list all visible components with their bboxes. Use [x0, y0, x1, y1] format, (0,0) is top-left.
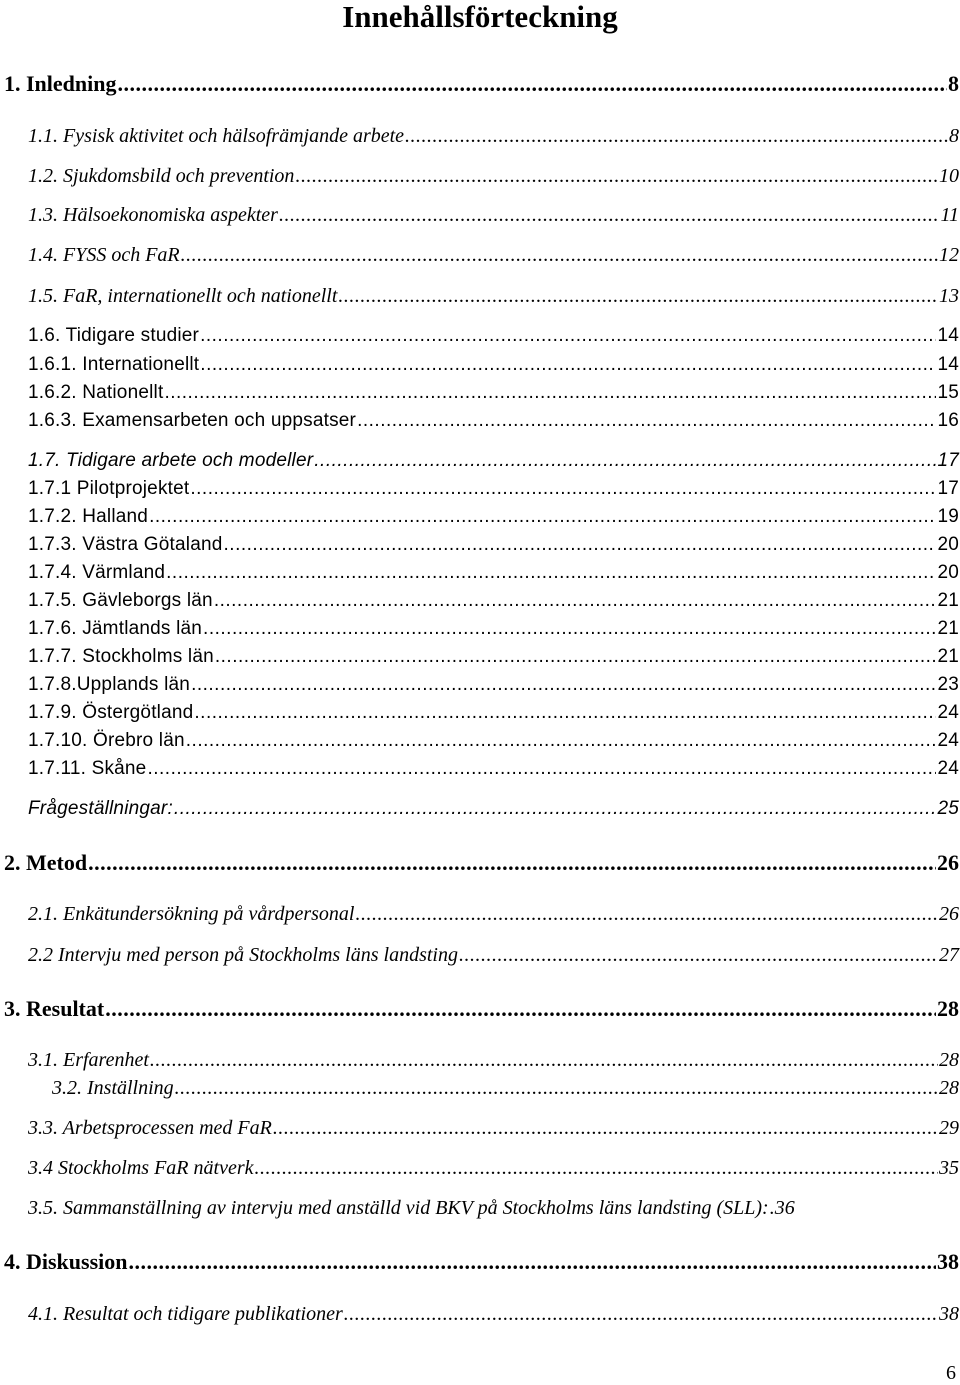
toc-entry-text: 1.7.8.Upplands län: [28, 674, 191, 695]
toc-entry-text: 3.3. Arbetsprocessen med FaR: [28, 1117, 272, 1139]
dot-leader: [200, 325, 936, 347]
dot-leader: [186, 730, 937, 752]
toc-entry-page: 28: [937, 996, 959, 1021]
toc-entry-text: 1.6.2. Nationellt: [28, 382, 164, 403]
toc-entry-page: 10: [939, 165, 959, 187]
toc-entry-text: 2.2 Intervju med person på Stockholms läns landsting: [28, 944, 458, 966]
toc-entry[interactable]: [28, 325, 959, 347]
dot-leader: [166, 562, 936, 584]
toc-entry-page: 8: [949, 125, 959, 147]
toc-entry[interactable]: [28, 1117, 959, 1140]
toc-entry-page: 26: [937, 850, 959, 875]
toc-entry-page: 12: [939, 244, 959, 266]
dot-leader: [88, 850, 936, 876]
toc-entry-page: 21: [937, 590, 959, 611]
dot-leader: [214, 590, 937, 612]
toc-entry[interactable]: [52, 1077, 959, 1100]
toc-entry[interactable]: [28, 702, 959, 724]
dot-leader: [118, 71, 948, 97]
toc-entry[interactable]: [28, 450, 959, 472]
toc-entry-text: 1.7. Tidigare arbete och modeller: [28, 450, 314, 471]
toc-entry[interactable]: [4, 996, 959, 1022]
toc-entry-text: 1.7.4. Värmland: [28, 562, 166, 583]
toc-entry[interactable]: [28, 244, 959, 267]
toc-entry[interactable]: [28, 562, 959, 584]
toc-entry[interactable]: [28, 204, 959, 227]
dot-leader: [147, 758, 936, 780]
toc-entry-text: 3.2. Inställning: [52, 1077, 174, 1099]
toc-entry-text: 1.7.6. Jämtlands län: [28, 618, 203, 639]
dot-leader: [194, 702, 936, 724]
dot-leader: [357, 410, 936, 432]
dot-leader: [191, 674, 936, 696]
toc-entry-text: 1.3. Hälsoekonomiska aspekter: [28, 204, 278, 226]
dot-leader: [105, 996, 936, 1022]
dot-leader: [203, 618, 936, 640]
toc-entry-page: 26: [939, 903, 959, 925]
toc-entry-text: 3.5. Sammanställning av intervju med anställd vid BKV på Stockholms läns landsting (SLL):: [28, 1197, 769, 1219]
toc-entry[interactable]: [28, 798, 959, 820]
toc-entry[interactable]: [28, 730, 959, 752]
toc-entry-text: Frågeställningar:: [28, 798, 173, 819]
dot-leader: [344, 1303, 938, 1326]
toc-entry[interactable]: [28, 944, 959, 967]
toc-entry[interactable]: [28, 165, 959, 188]
toc-entry-page: 38: [939, 1303, 959, 1325]
toc-entry[interactable]: [28, 285, 959, 308]
toc-entry-page: 27: [939, 944, 959, 966]
toc-entry-text: 1.7.3. Västra Götaland: [28, 534, 223, 555]
dot-leader: [770, 1197, 774, 1220]
dot-leader: [273, 1117, 938, 1140]
dot-leader: [279, 204, 940, 227]
toc-entry-text: 1.7.7. Stockholms län: [28, 646, 214, 667]
toc-entry[interactable]: [28, 590, 959, 612]
dot-leader: [149, 506, 936, 528]
toc-entry-page: 13: [939, 285, 959, 307]
dot-leader: [175, 1077, 938, 1100]
toc-entry[interactable]: [28, 903, 959, 926]
toc-entry-page: 29: [939, 1117, 959, 1139]
toc-entry-page: 20: [937, 562, 959, 583]
dot-leader: [459, 944, 938, 967]
toc-entry[interactable]: [28, 646, 959, 668]
toc-entry-text: 1.1. Fysisk aktivitet och hälsofrämjande arbete: [28, 125, 405, 147]
toc-entry-text: 1.6.1. Internationellt: [28, 354, 200, 375]
dot-leader: [255, 1157, 939, 1180]
toc-entry[interactable]: [4, 850, 959, 876]
toc-entry[interactable]: [28, 478, 959, 500]
dot-leader: [314, 450, 936, 472]
toc-entry[interactable]: [28, 382, 959, 404]
toc-entry-page: 35: [939, 1157, 959, 1179]
toc-entry-page: 16: [937, 410, 959, 431]
toc-entry[interactable]: [28, 506, 959, 528]
toc-entry[interactable]: [28, 410, 959, 432]
toc-entry-page: 28: [939, 1049, 959, 1071]
toc-entry-text: 3. Resultat: [4, 996, 105, 1021]
toc-entry[interactable]: [28, 618, 959, 640]
toc-entry-page: 20: [937, 534, 959, 555]
toc-entry-page: 24: [937, 758, 959, 779]
toc-entry-text: 3.4 Stockholms FaR nätverk: [28, 1157, 254, 1179]
toc-entry-text: 2.1. Enkätundersökning på vårdpersonal: [28, 903, 355, 925]
dot-leader: [174, 798, 937, 820]
toc-entry-page: 14: [937, 354, 959, 375]
toc-entry-page: 8: [948, 71, 959, 96]
dot-leader: [129, 1249, 936, 1275]
toc-entry-text: 1.6. Tidigare studier: [28, 325, 200, 346]
toc-entry[interactable]: [28, 1049, 959, 1072]
toc-entry-page: 38: [937, 1249, 959, 1274]
page-number: 6: [946, 1362, 956, 1384]
toc-entry-text: 1.4. FYSS och FaR: [28, 244, 180, 266]
toc-entry-text: 1.7.11. Skåne: [28, 758, 147, 779]
toc-entry[interactable]: [4, 71, 959, 97]
dot-leader: [295, 165, 938, 188]
toc-entry-text: 1.5. FaR, internationellt och nationellt: [28, 285, 338, 307]
toc-entry[interactable]: [28, 674, 959, 696]
dot-leader: [355, 903, 938, 926]
toc-entry-page: 11: [940, 204, 959, 226]
dot-leader: [338, 285, 938, 308]
toc-entry-page: 17: [937, 478, 959, 499]
toc-entry[interactable]: [28, 1157, 959, 1180]
toc-entry-text: 1.2. Sjukdomsbild och prevention: [28, 165, 295, 187]
toc-entry[interactable]: [28, 125, 959, 148]
dot-leader: [164, 382, 936, 404]
toc-entry-page: 15: [937, 382, 959, 403]
toc-entry-page: 14: [937, 325, 959, 346]
toc-entry-text: 1.7.9. Östergötland: [28, 702, 194, 723]
toc-entry-page: 23: [937, 674, 959, 695]
toc-entry-text: 1.7.1 Pilotprojektet: [28, 478, 190, 499]
dot-leader: [405, 125, 948, 148]
toc-entry-page: 21: [937, 646, 959, 667]
toc-entry-text: 1. Inledning: [4, 71, 117, 96]
toc-entry[interactable]: [4, 1249, 959, 1275]
dot-leader: [190, 478, 936, 500]
toc-entry-text: 3.1. Erfarenhet: [28, 1049, 149, 1071]
toc-entry-text: 1.7.10. Örebro län: [28, 730, 185, 751]
toc-entry-page: 24: [937, 730, 959, 751]
toc-entry-page: 21: [937, 618, 959, 639]
toc-entry-text: 1.6.3. Examensarbeten och uppsatser: [28, 410, 357, 431]
toc-entry-page: 36: [774, 1197, 795, 1219]
toc-entry-page: 19: [937, 506, 959, 527]
toc-entry[interactable]: [28, 1197, 959, 1220]
dot-leader: [215, 646, 937, 668]
page-title: Innehållsförteckning: [342, 0, 618, 34]
toc-entry[interactable]: [28, 758, 959, 780]
dot-leader: [181, 244, 938, 267]
toc-entry-page: 24: [937, 702, 959, 723]
toc-entry[interactable]: [28, 534, 959, 556]
toc-entry[interactable]: [28, 1303, 959, 1326]
toc-entry-page: 17: [937, 450, 959, 471]
toc-entry[interactable]: [28, 354, 959, 376]
toc-entry-text: 4. Diskussion: [4, 1249, 128, 1274]
dot-leader: [200, 354, 936, 376]
toc-entry-text: 4.1. Resultat och tidigare publikationer: [28, 1303, 343, 1325]
toc-entry-text: 2. Metod: [4, 850, 88, 875]
toc-entry-page: 25: [937, 798, 959, 819]
dot-leader: [224, 534, 937, 556]
toc-entry-text: 1.7.2. Halland: [28, 506, 149, 527]
toc-entry-text: 1.7.5. Gävleborgs län: [28, 590, 213, 611]
dot-leader: [150, 1049, 938, 1072]
toc-entry-page: 28: [939, 1077, 959, 1099]
